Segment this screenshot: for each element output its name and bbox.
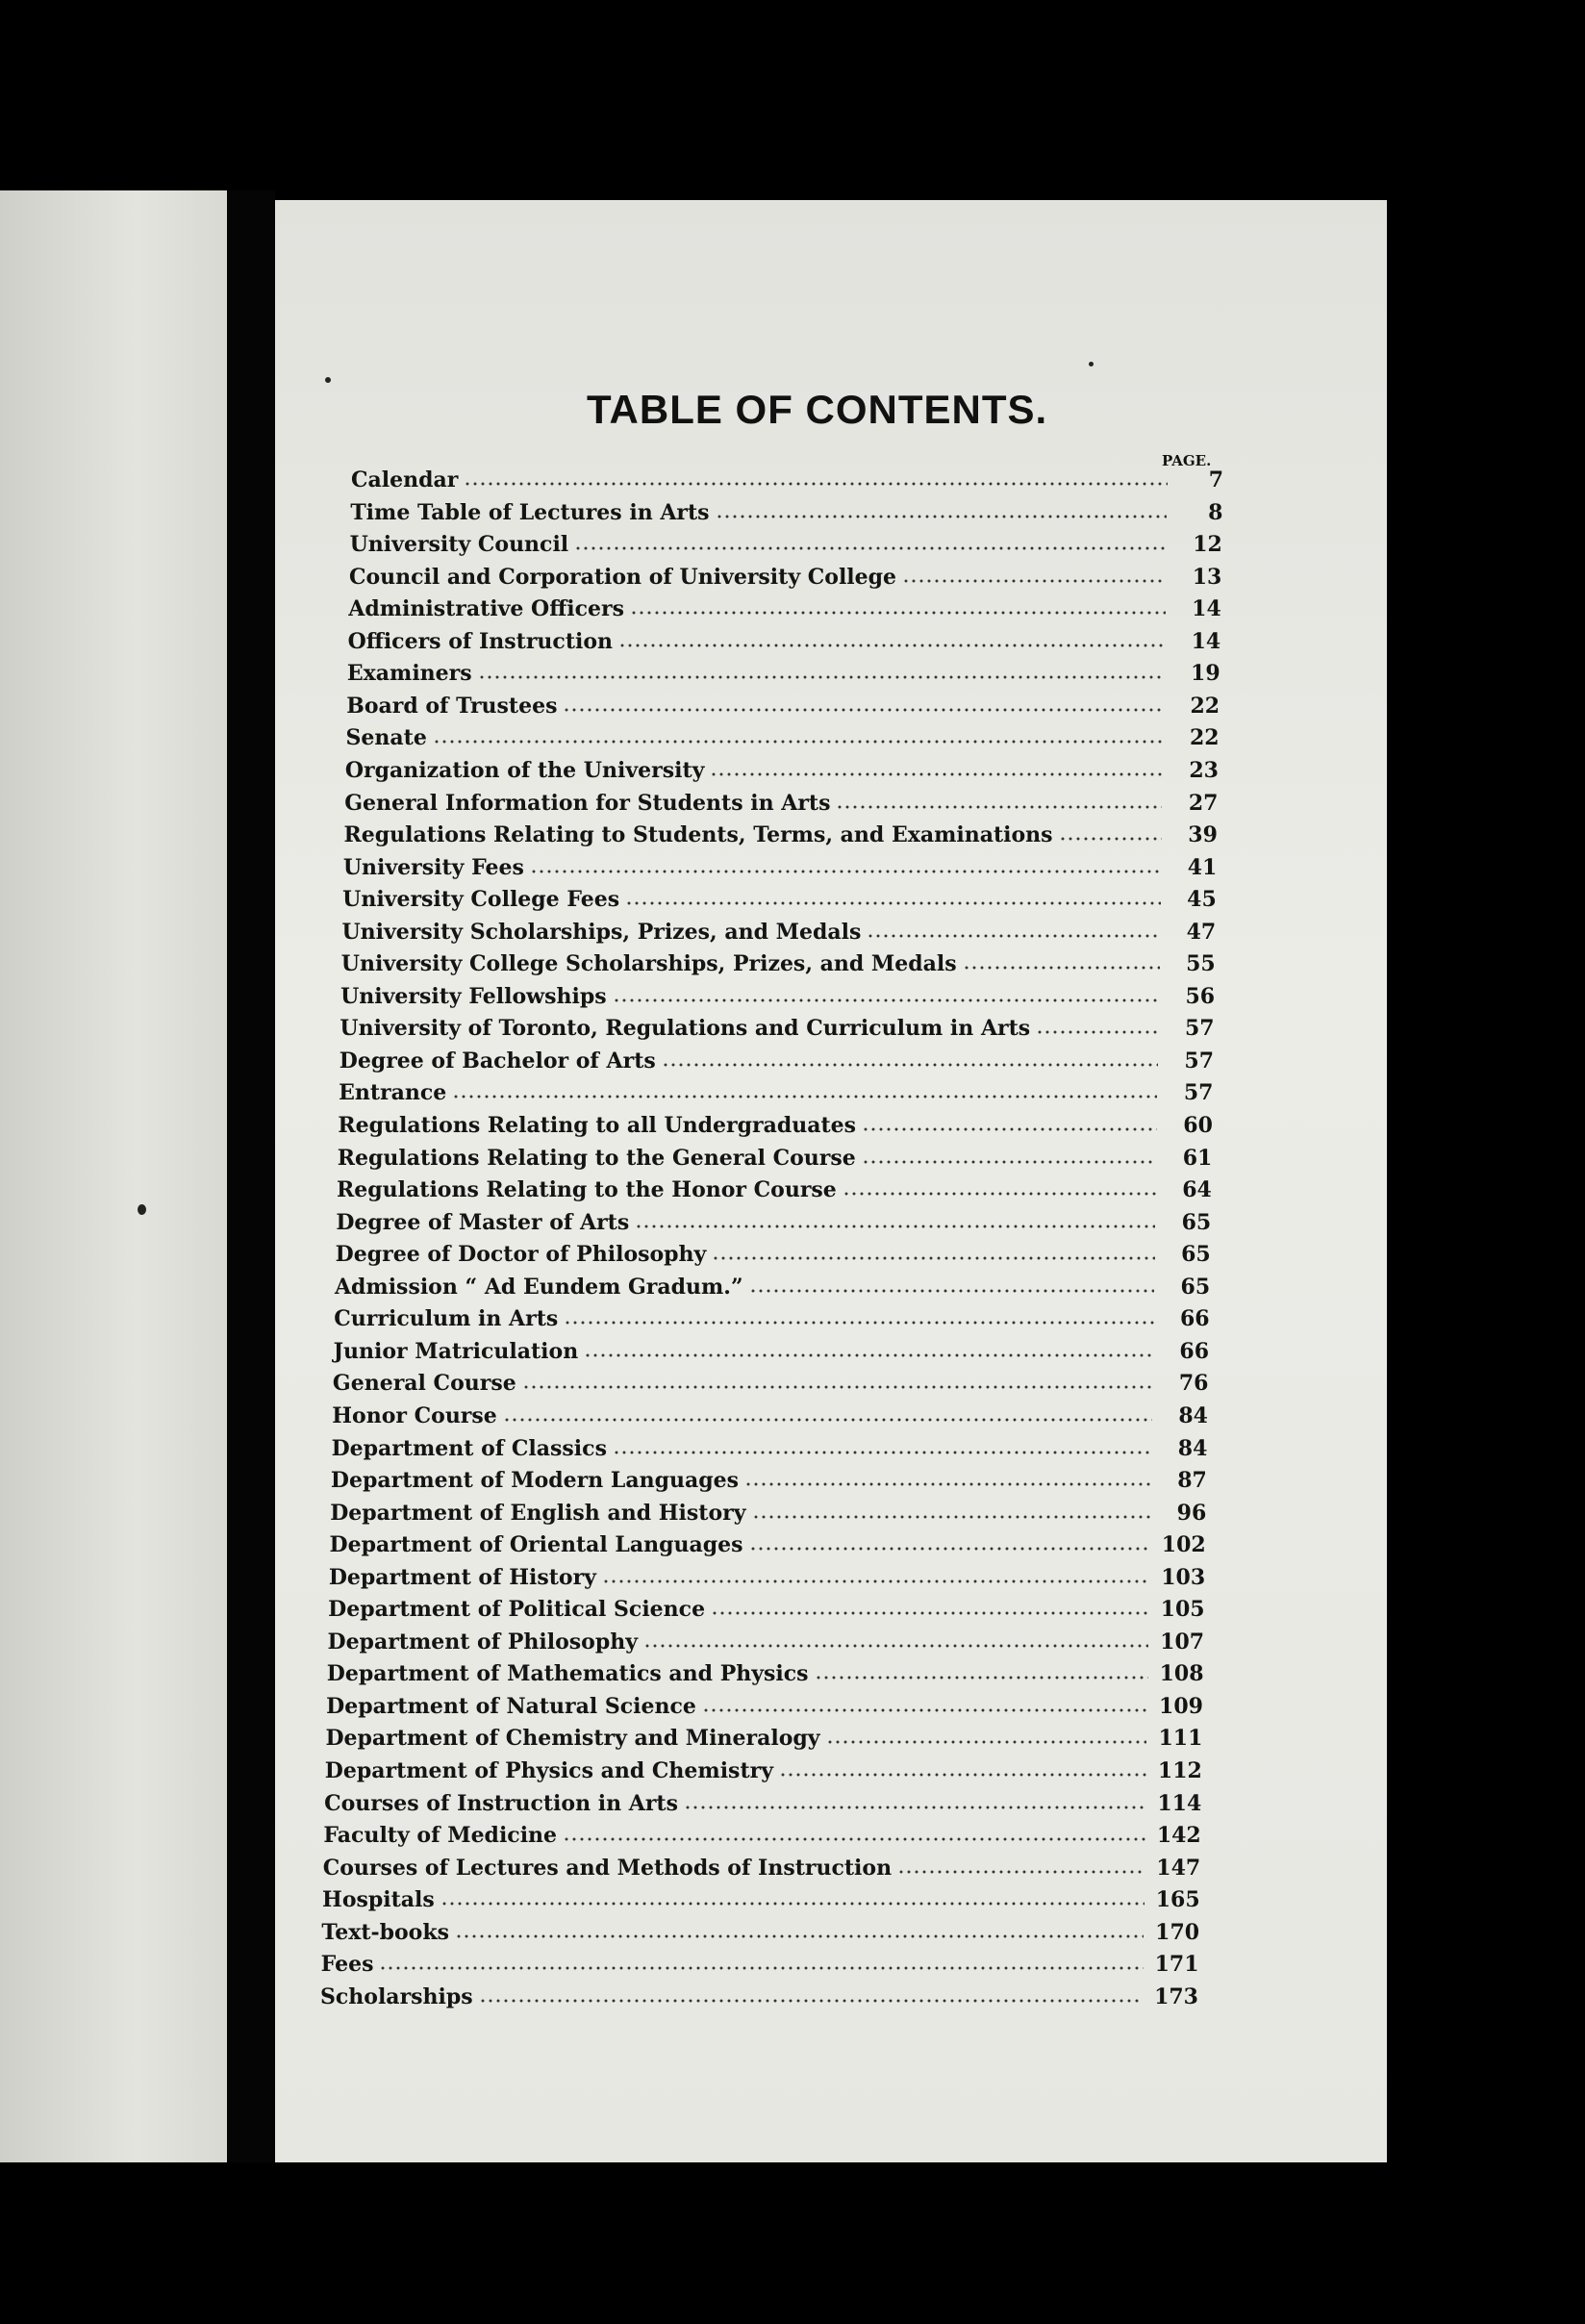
toc-entry-page-number: 14 <box>1191 628 1221 654</box>
toc-entry-label: Department of Physics and Chemistry <box>324 1758 773 1783</box>
toc-entry <box>346 720 1220 750</box>
dot-leader <box>826 1740 1147 1744</box>
dot-leader <box>618 644 1165 647</box>
toc-entry-page-number: 14 <box>1192 596 1221 622</box>
toc-entry <box>338 1140 1213 1171</box>
toc-entry <box>340 1010 1214 1041</box>
toc-entry-label: Department of History <box>328 1564 596 1590</box>
dot-leader <box>716 515 1168 518</box>
toc-entry-page-number: 165 <box>1155 1887 1200 1913</box>
toc-entry-label: University of Toronto, Regulations and Curriculum in Arts <box>340 1016 1031 1042</box>
toc-entry-label: Senate <box>345 725 427 751</box>
ink-speck <box>325 377 331 383</box>
toc-entry <box>344 817 1218 847</box>
toc-entry-label: Officers of Instruction <box>347 628 614 654</box>
dot-leader <box>522 1385 1153 1389</box>
toc-entry-label: Hospitals <box>322 1887 435 1913</box>
toc-entry <box>344 785 1218 816</box>
toc-entry <box>323 1817 1200 1848</box>
dot-leader <box>643 1644 1148 1648</box>
toc-entry-page-number: 65 <box>1181 1209 1212 1235</box>
toc-entry <box>337 1172 1212 1202</box>
dot-leader <box>862 1160 1157 1164</box>
toc-entry <box>346 688 1220 719</box>
toc-entry-label: Calendar <box>351 467 459 493</box>
dot-leader <box>1036 1030 1158 1034</box>
toc-entry-label: Degree of Doctor of Philosophy <box>335 1242 707 1268</box>
toc-entry-label: Courses of Lectures and Methods of Instruction <box>322 1855 893 1881</box>
toc-entry-page-number: 39 <box>1188 822 1218 848</box>
toc-entry-label: Faculty of Medicine <box>323 1823 558 1849</box>
toc-entry <box>330 1495 1206 1526</box>
toc-entry <box>327 1655 1204 1686</box>
toc-entry <box>334 1333 1209 1364</box>
toc-entry-label: Organization of the University <box>344 757 705 783</box>
toc-entry-page-number: 65 <box>1180 1274 1211 1300</box>
dot-leader <box>452 1095 1157 1099</box>
toc-entry <box>343 849 1218 880</box>
toc-entry-label: Council and Corporation of University College <box>348 564 897 590</box>
toc-entry-label: University Fees <box>342 854 524 880</box>
toc-entry-page-number: 19 <box>1191 661 1220 687</box>
dot-leader <box>662 1063 1158 1067</box>
toc-entry <box>324 1785 1201 1816</box>
toc-entry-page-number: 108 <box>1159 1661 1204 1687</box>
toc-entry <box>338 1107 1213 1138</box>
dot-leader <box>635 1225 1155 1228</box>
toc-entry-page-number: 45 <box>1187 887 1217 913</box>
toc-entry-label: Curriculum in Arts <box>334 1306 559 1332</box>
toc-entry-label: Entrance <box>339 1080 447 1106</box>
toc-entry-page-number: 107 <box>1160 1629 1205 1655</box>
toc-entry <box>323 1850 1200 1881</box>
toc-entry-page-number: 23 <box>1189 757 1219 783</box>
toc-entry <box>328 1591 1204 1622</box>
toc-entry-page-number: 111 <box>1158 1726 1203 1752</box>
toc-entry-label: Admission “ Ad Eundem Gradum.” <box>334 1274 743 1300</box>
toc-entry <box>327 1624 1204 1655</box>
toc-entry-label: University College Scholarships, Prizes, and Medals <box>340 951 957 977</box>
dot-leader <box>749 1547 1150 1551</box>
dot-leader <box>479 1999 1143 2003</box>
toc-entry-label: Department of Mathematics and Physics <box>326 1661 809 1687</box>
dot-leader <box>433 740 1164 744</box>
dot-leader <box>836 805 1162 809</box>
toc-entry-page-number: 56 <box>1185 983 1216 1009</box>
dot-leader <box>584 1353 1153 1357</box>
toc-entry-page-number: 57 <box>1184 1016 1215 1042</box>
toc-entry-label: Regulations Relating to the General Course <box>337 1145 856 1171</box>
toc-entry-label: General Information for Students in Arts <box>344 790 831 816</box>
dot-leader <box>564 1321 1153 1325</box>
toc-entry-page-number: 84 <box>1178 1402 1208 1428</box>
dot-leader <box>613 1451 1151 1454</box>
dot-leader <box>530 870 1161 873</box>
toc-entry-page-number: 64 <box>1182 1177 1212 1203</box>
toc-entry <box>322 1882 1200 1912</box>
dot-leader <box>752 1515 1151 1519</box>
toc-entry-label: Text-books <box>321 1919 449 1945</box>
toc-entry <box>331 1462 1207 1493</box>
toc-entry-page-number: 47 <box>1186 919 1217 945</box>
toc-entry-page-number: 65 <box>1181 1242 1211 1268</box>
dot-leader <box>602 1579 1149 1583</box>
toc-entry-label: University Scholarships, Prizes, and Medals <box>341 919 862 945</box>
toc-entry-page-number: 66 <box>1179 1338 1210 1364</box>
toc-entry-page-number: 12 <box>1193 532 1222 558</box>
dot-leader <box>843 1192 1156 1196</box>
toc-entry-label: Department of Modern Languages <box>330 1468 740 1494</box>
toc-entry-page-number: 66 <box>1179 1306 1210 1332</box>
toc-entry-page-number: 60 <box>1183 1113 1213 1138</box>
toc-entry-label: Department of Classics <box>331 1435 607 1461</box>
toc-entry <box>333 1365 1209 1396</box>
toc-entry-page-number: 84 <box>1177 1435 1208 1461</box>
toc-entry-label: Examiners <box>346 661 472 687</box>
dot-leader <box>613 998 1160 1002</box>
toc-entry-label: Scholarships <box>320 1983 473 2009</box>
toc-entry-page-number: 142 <box>1156 1823 1201 1849</box>
toc-entry-label: Department of English and History <box>330 1500 746 1526</box>
toc-entry <box>339 1074 1213 1105</box>
toc-entry <box>350 494 1222 525</box>
toc-entry-page-number: 8 <box>1208 499 1223 525</box>
toc-entry-label: Fees <box>320 1952 374 1978</box>
toc-entry-label: Courses of Instruction in Arts <box>324 1790 678 1816</box>
toc-entry-label: Department of Natural Science <box>326 1693 696 1719</box>
ink-speck <box>138 1204 146 1215</box>
dot-leader <box>379 1966 1143 1970</box>
page-title: TABLE OF CONTENTS. <box>587 387 1048 432</box>
toc-entry-page-number: 112 <box>1157 1758 1202 1783</box>
dot-leader <box>744 1482 1151 1486</box>
dot-leader <box>503 1418 1152 1422</box>
toc-entry <box>321 1914 1199 1945</box>
toc-entry <box>325 1753 1202 1783</box>
toc-entry-label: University College Fees <box>342 887 620 913</box>
toc-entry-page-number: 109 <box>1159 1693 1203 1719</box>
toc-entry-page-number: 96 <box>1176 1500 1207 1526</box>
toc-entry-label: Junior Matriculation <box>333 1338 579 1364</box>
toc-entry-page-number: 7 <box>1208 467 1223 493</box>
toc-entry-label: Department of Political Science <box>328 1597 706 1623</box>
toc-entry <box>335 1269 1210 1300</box>
toc-entry-label: Department of Philosophy <box>327 1629 638 1655</box>
toc-entry <box>326 1688 1203 1719</box>
dot-leader <box>563 1837 1145 1841</box>
dot-leader <box>563 708 1164 712</box>
dot-leader <box>712 1256 1154 1260</box>
toc-entry-page-number: 76 <box>1178 1371 1209 1397</box>
dot-leader <box>455 1934 1144 1938</box>
toc-entry-label: Department of Chemistry and Mineralogy <box>325 1726 820 1752</box>
dot-leader <box>464 482 1168 486</box>
toc-entry-label: Regulations Relating to the Honor Course <box>337 1177 837 1203</box>
toc-entry-page-number: 13 <box>1192 564 1222 590</box>
toc-entry-page-number: 57 <box>1184 1048 1215 1074</box>
toc-entry <box>321 1946 1199 1977</box>
toc-entry <box>341 946 1216 976</box>
toc-entry-page-number: 41 <box>1187 854 1218 880</box>
dot-leader <box>1059 837 1162 841</box>
toc-entry-page-number: 103 <box>1161 1564 1206 1590</box>
toc-entry <box>340 1043 1214 1074</box>
toc-entry <box>347 655 1220 686</box>
dot-leader <box>867 934 1160 938</box>
dot-leader <box>815 1676 1148 1680</box>
toc-entry-label: Time Table of Lectures in Arts <box>350 499 710 525</box>
dot-leader <box>702 1708 1147 1712</box>
dot-leader <box>625 901 1161 905</box>
dot-leader <box>684 1806 1145 1809</box>
toc-entry-page-number: 57 <box>1183 1080 1214 1106</box>
toc-entry <box>340 978 1215 1009</box>
dot-leader <box>963 966 1160 970</box>
toc-entry <box>332 1430 1208 1461</box>
toc-entry-label: Regulations Relating to Students, Terms, and Examinations <box>343 822 1053 848</box>
dot-leader <box>630 611 1166 615</box>
dot-leader <box>711 1611 1149 1615</box>
toc-entry-label: Degree of Master of Arts <box>336 1209 630 1235</box>
toc-entry <box>336 1204 1211 1235</box>
toc-entry-label: Board of Trustees <box>346 693 558 719</box>
toc-entry-label: University Fellowships <box>340 983 607 1009</box>
toc-entry <box>345 752 1219 783</box>
toc-entry-page-number: 105 <box>1160 1597 1205 1623</box>
toc-entry-label: Honor Course <box>332 1402 497 1428</box>
toc-entry-label: University Council <box>349 532 569 558</box>
toc-entry <box>348 623 1221 654</box>
toc-entry <box>348 591 1221 621</box>
dot-leader <box>710 772 1163 776</box>
toc-entry <box>351 462 1223 493</box>
dot-leader <box>440 1902 1145 1906</box>
toc-entry <box>320 1979 1198 2009</box>
dot-leader <box>862 1127 1157 1131</box>
dot-leader <box>574 546 1167 550</box>
toc-entry-page-number: 170 <box>1155 1919 1200 1945</box>
toc-entry-page-number: 27 <box>1188 790 1219 816</box>
toc-entry-page-number: 22 <box>1190 693 1220 719</box>
toc-entry-label: Degree of Bachelor of Arts <box>339 1048 656 1074</box>
dot-leader <box>779 1773 1146 1777</box>
toc-entry <box>325 1720 1202 1751</box>
toc-entry-label: Administrative Officers <box>348 596 625 622</box>
toc-entry-page-number: 171 <box>1154 1952 1199 1978</box>
ink-speck <box>1089 362 1094 366</box>
toc-entry <box>349 559 1221 590</box>
toc-entry <box>342 881 1217 912</box>
toc-entry-label: Department of Oriental Languages <box>329 1532 743 1558</box>
dot-leader <box>897 1870 1145 1874</box>
toc-entry-page-number: 102 <box>1161 1532 1206 1558</box>
page-column-header: PAGE. <box>1162 452 1212 469</box>
toc-entry-page-number: 114 <box>1157 1790 1202 1816</box>
toc-entry <box>330 1527 1206 1557</box>
toc-entry-page-number: 87 <box>1177 1468 1207 1494</box>
toc-entry <box>329 1559 1205 1590</box>
toc-entry-page-number: 173 <box>1154 1983 1198 2009</box>
toc-entry <box>350 526 1222 557</box>
toc-entry <box>334 1301 1209 1331</box>
toc-entry-page-number: 55 <box>1186 951 1216 977</box>
toc-entry-label: General Course <box>332 1371 516 1397</box>
toc-entry <box>336 1236 1211 1267</box>
toc-entry <box>341 914 1216 945</box>
toc-entry-label: Regulations Relating to all Undergraduates <box>338 1113 857 1138</box>
dot-leader <box>902 579 1166 583</box>
dot-leader <box>749 1289 1155 1293</box>
toc-entry-page-number: 61 <box>1182 1145 1213 1171</box>
toc-entry <box>332 1398 1208 1428</box>
dot-leader <box>478 675 1165 679</box>
toc-entry-page-number: 22 <box>1189 725 1220 751</box>
toc-entry-page-number: 147 <box>1156 1855 1201 1881</box>
